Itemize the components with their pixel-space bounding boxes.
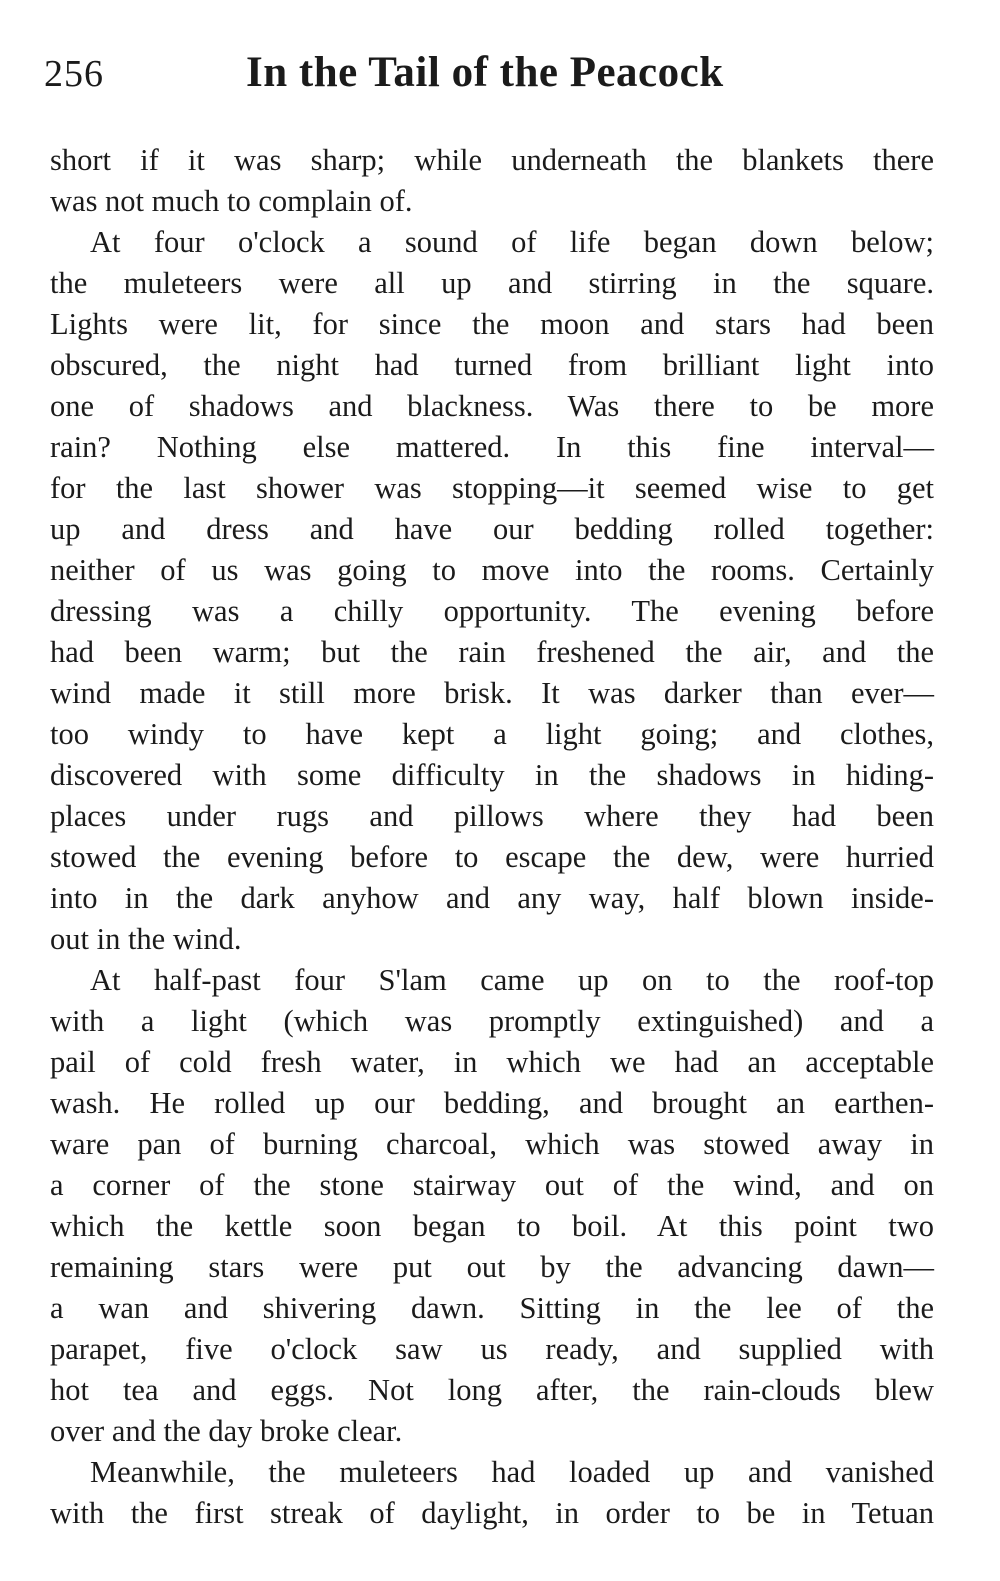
text-line: which the kettle soon began to boil. At this point two bbox=[50, 1209, 934, 1243]
text-line: over and the day broke clear. bbox=[50, 1414, 403, 1448]
text-line: short if it was sharp; while underneath the blankets there bbox=[50, 143, 934, 177]
body-text bbox=[50, 140, 934, 1534]
text-line: into in the dark anyhow and any way, half blown inside- bbox=[50, 881, 934, 915]
text-line: with a light (which was promptly extinguished) and a bbox=[50, 1004, 934, 1038]
text-line: too windy to have kept a light going; and clothes, bbox=[50, 717, 934, 751]
text-line: hot tea and eggs. Not long after, the rain-clouds blew bbox=[50, 1373, 934, 1407]
text-line: had been warm; but the rain freshened the air, and the bbox=[50, 635, 934, 669]
text-line: remaining stars were put out by the advancing dawn— bbox=[50, 1250, 934, 1284]
running-title: In the Tail of the Peacock bbox=[246, 49, 724, 96]
text-line: At half-past four S'lam came up on to the roof-top bbox=[90, 963, 934, 997]
text-line: for the last shower was stopping—it seemed wise to get bbox=[50, 471, 934, 505]
text-line: Lights were lit, for since the moon and stars had been bbox=[50, 307, 934, 341]
paragraph bbox=[50, 960, 934, 1452]
text-line: up and dress and have our bedding rolled together: bbox=[50, 512, 934, 546]
text-line: discovered with some difficulty in the shadows in hiding- bbox=[50, 758, 934, 792]
text-line: dressing was a chilly opportunity. The evening before bbox=[50, 594, 934, 628]
text-line: one of shadows and blackness. Was there to be more bbox=[50, 389, 934, 423]
page-number: 256 bbox=[44, 53, 104, 95]
text-line: out in the wind. bbox=[50, 922, 242, 956]
text-line: a corner of the stone stairway out of the wind, and on bbox=[50, 1168, 934, 1202]
paragraph bbox=[50, 222, 934, 960]
text-line: Meanwhile, the muleteers had loaded up and vanished bbox=[90, 1455, 934, 1489]
text-line: wind made it still more brisk. It was darker than ever— bbox=[50, 676, 934, 710]
text-line: ware pan of burning charcoal, which was stowed away in bbox=[50, 1127, 934, 1161]
text-line: places under rugs and pillows where they had been bbox=[50, 799, 934, 833]
paragraph bbox=[50, 140, 934, 222]
text-line: with the first streak of daylight, in order to be in Tetuan bbox=[50, 1496, 934, 1530]
paragraph bbox=[50, 1452, 934, 1534]
page-header bbox=[44, 49, 944, 112]
text-line: At four o'clock a sound of life began down below; bbox=[90, 225, 934, 259]
text-line: a wan and shivering dawn. Sitting in the lee of the bbox=[50, 1291, 934, 1325]
text-line: parapet, five o'clock saw us ready, and supplied with bbox=[50, 1332, 934, 1366]
text-line: obscured, the night had turned from brilliant light into bbox=[50, 348, 934, 382]
text-line: the muleteers were all up and stirring in the square. bbox=[50, 266, 934, 300]
text-line: neither of us was going to move into the rooms. Certainly bbox=[50, 553, 934, 587]
text-line: rain? Nothing else mattered. In this fine interval— bbox=[50, 430, 934, 464]
text-line: was not much to complain of. bbox=[50, 184, 413, 218]
text-line: pail of cold fresh water, in which we had an acceptable bbox=[50, 1045, 934, 1079]
text-line: wash. He rolled up our bedding, and brought an earthen- bbox=[50, 1086, 934, 1120]
text-line: stowed the evening before to escape the dew, were hurried bbox=[50, 840, 934, 874]
